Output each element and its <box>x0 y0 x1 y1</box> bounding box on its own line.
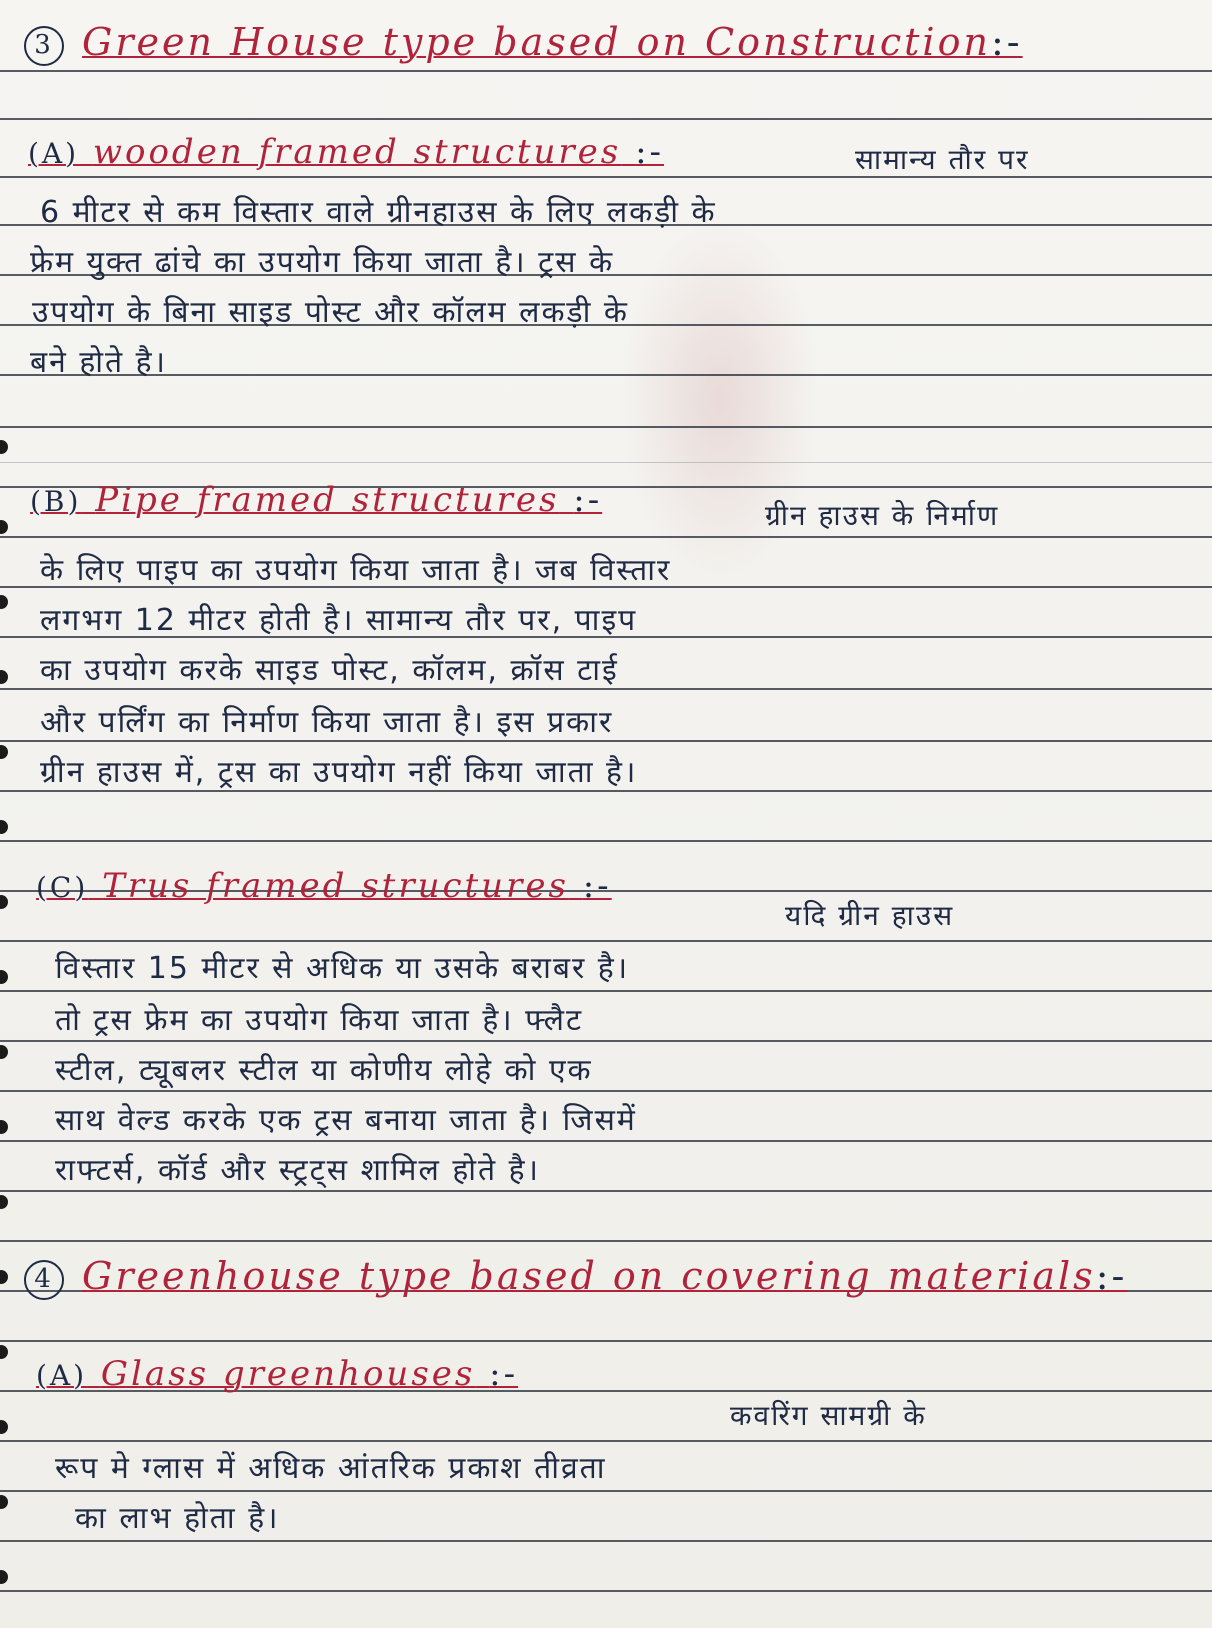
text-line: और पर्लिंग का निर्माण किया जाता है। इस प्रकार <box>40 705 614 740</box>
subsection-3c-title: Trus framed structures <box>102 866 569 906</box>
subsection-3c-label: (C) <box>36 871 89 904</box>
ruled-line <box>0 374 1212 376</box>
binder-hole <box>0 895 8 909</box>
text-line: ग्रीन हाउस के निर्माण <box>765 499 1000 532</box>
binder-hole <box>0 1120 8 1134</box>
binder-hole <box>0 1195 8 1209</box>
section-4-sep: :- <box>1095 1254 1128 1298</box>
binder-hole <box>0 1270 8 1284</box>
subsection-4a-sep: :- <box>489 1354 519 1394</box>
ruled-line <box>0 1090 1212 1092</box>
binder-hole <box>0 1345 8 1359</box>
ruled-line <box>0 118 1212 120</box>
text-line: फ्रेम युक्त ढांचे का उपयोग किया जाता है। ट्रस के <box>30 245 615 280</box>
subsection-3a-label: (A) <box>28 137 80 170</box>
text-line: विस्तार 15 मीटर से अधिक या उसके बराबर है। <box>55 951 630 986</box>
text-line: सामान्य तौर पर <box>855 143 1030 176</box>
ruled-line <box>0 1040 1212 1042</box>
ruled-line <box>0 1240 1212 1242</box>
binder-hole <box>0 670 8 684</box>
ruled-line <box>0 1190 1212 1192</box>
text-line: का उपयोग करके साइड पोस्ट, कॉलम, क्रॉस टाई <box>40 653 619 688</box>
text-line: बने होते है। <box>30 345 167 380</box>
section-4-title: Greenhouse type based on covering materials <box>82 1254 1096 1298</box>
ruled-line <box>0 536 1212 538</box>
subsection-3c-sep: :- <box>582 866 612 906</box>
ruled-line <box>0 840 1212 842</box>
binder-hole <box>0 1570 8 1584</box>
subsection-3c-heading <box>36 866 612 906</box>
subsection-4a-title: Glass greenhouses <box>100 1354 476 1394</box>
ruled-line <box>0 1540 1212 1542</box>
section-3-sep: :- <box>990 20 1023 64</box>
ruled-line <box>0 990 1212 992</box>
text-line: रूप मे ग्लास में अधिक आंतरिक प्रकाश तीव्रता <box>55 1451 607 1486</box>
text-line: यदि ग्रीन हाउस <box>785 899 955 932</box>
subsection-3b-title: Pipe framed structures <box>95 480 560 520</box>
section-3-number: 3 <box>24 26 64 66</box>
text-line: का लाभ होता है। <box>75 1501 280 1536</box>
section-4-number: 4 <box>24 1260 64 1300</box>
subsection-3a-sep: :- <box>635 132 665 172</box>
text-line: साथ वेल्ड करके एक ट्रस बनाया जाता है। जिसमें <box>55 1103 637 1138</box>
ruled-line <box>0 1140 1212 1142</box>
text-line: लगभग 12 मीटर होती है। सामान्य तौर पर, पाइप <box>40 603 638 638</box>
subsection-4a-label: (A) <box>36 1359 88 1392</box>
subsection-4a-heading <box>36 1354 518 1394</box>
subsection-3b-heading <box>30 480 602 520</box>
text-line: उपयोग के बिना साइड पोस्ट और कॉलम लकड़ी के <box>32 295 629 330</box>
ruled-line <box>0 1490 1212 1492</box>
binder-hole <box>0 520 8 534</box>
binder-hole <box>0 440 8 454</box>
ruled-line <box>0 70 1212 72</box>
text-line: के लिए पाइप का उपयोग किया जाता है। जब विस्तार <box>40 553 672 588</box>
text-line: 6 मीटर से कम विस्तार वाले ग्रीनहाउस के लिए लकड़ी के <box>40 195 717 230</box>
subsection-3b-label: (B) <box>30 485 82 518</box>
text-line: कवरिंग सामग्री के <box>730 1399 927 1432</box>
binder-hole <box>0 820 8 834</box>
ruled-line <box>0 426 1212 428</box>
ruled-line <box>0 1590 1212 1592</box>
section-3-heading <box>24 20 1023 66</box>
subsection-3a-title: wooden framed structures <box>92 132 622 172</box>
ruled-line <box>0 1340 1212 1342</box>
subsection-3b-sep: :- <box>573 480 603 520</box>
text-line: तो ट्रस फ्रेम का उपयोग किया जाता है। फ्लैट <box>55 1003 584 1038</box>
binder-hole <box>0 1420 8 1434</box>
ruled-line <box>0 462 1212 463</box>
section-4-heading <box>24 1254 1127 1300</box>
ruled-line <box>0 176 1212 178</box>
text-line: स्टील, ट्यूबलर स्टील या कोणीय लोहे को एक <box>55 1053 593 1088</box>
section-3-title: Green House type based on Construction <box>82 20 991 64</box>
binder-hole <box>0 1495 8 1509</box>
binder-hole <box>0 745 8 759</box>
text-line: राफ्टर्स, कॉर्ड और स्ट्रट्स शामिल होते है। <box>55 1153 540 1188</box>
text-line: ग्रीन हाउस में, ट्रस का उपयोग नहीं किया जाता है। <box>40 755 638 790</box>
ruled-line <box>0 1440 1212 1442</box>
subsection-3a-heading <box>28 132 664 172</box>
binder-hole <box>0 970 8 984</box>
ruled-line <box>0 940 1212 942</box>
binder-hole <box>0 595 8 609</box>
binder-hole <box>0 1045 8 1059</box>
